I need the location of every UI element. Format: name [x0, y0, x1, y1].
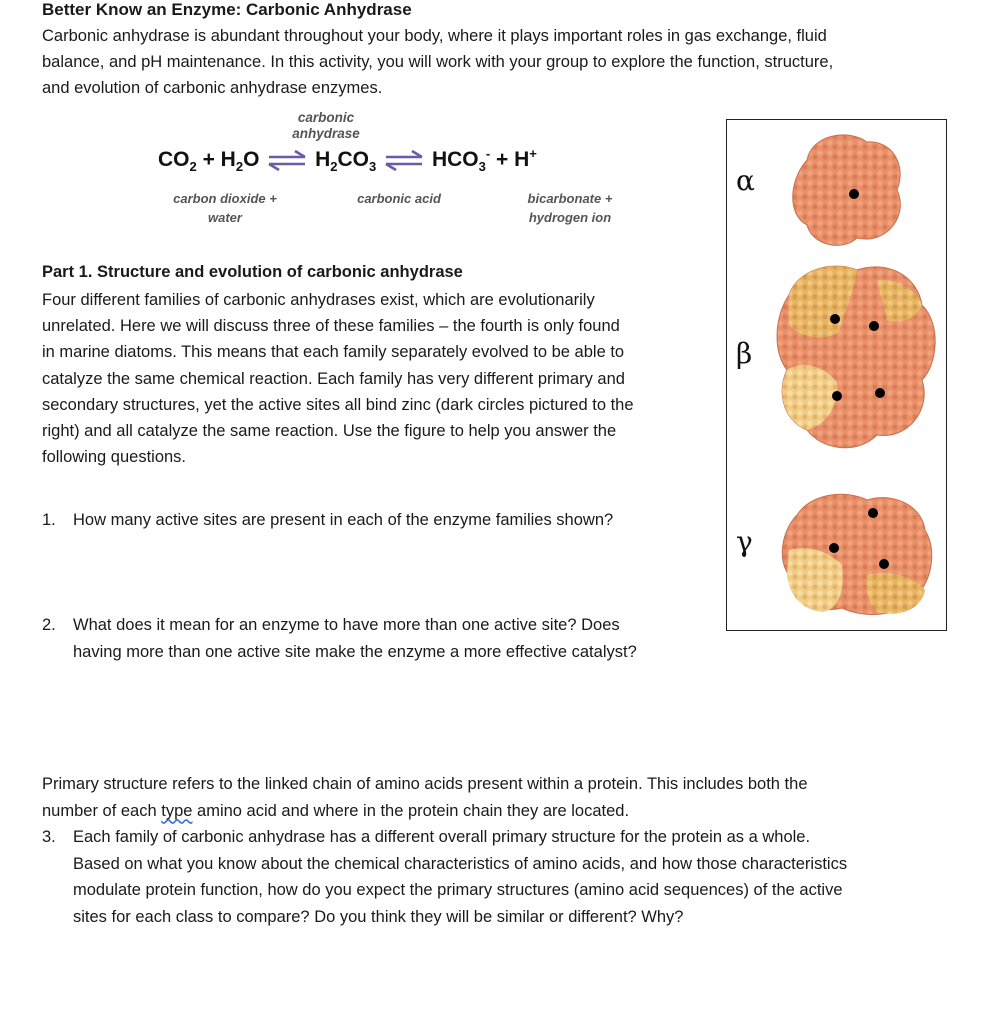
part1-line: Four different families of carbonic anhydrases exist, which are evolutionarily — [42, 291, 595, 309]
equilibrium-arrow-icon — [382, 149, 426, 171]
hco3-formula: $HCO_3^- + H^+$ — [431, 146, 537, 175]
reactants-label-line2: water — [208, 210, 242, 225]
enzyme-label-line1: carbonic — [297, 110, 355, 125]
intro-line: Carbonic anhydrase is abundant throughout your body, where it plays important roles in gas exchange, fluid — [42, 27, 827, 45]
primary-line: Primary structure refers to the linked chain of amino acids present within a protein. This includes both the — [42, 775, 808, 793]
part1-line: unrelated. Here we will discuss three of these families – the fourth is only found — [42, 317, 620, 336]
alpha-label: α — [736, 164, 755, 197]
intro-line: and evolution of carbonic anhydrase enzymes. — [42, 79, 383, 97]
protein-structures — [727, 120, 946, 630]
zinc-site — [875, 388, 885, 398]
reactants-label-line1: carbon dioxide + — [173, 191, 277, 206]
enzyme-label-line2: anhydrase — [292, 126, 360, 141]
question-line: Each family of carbonic anhydrase has a different overall primary structure for the protein as a whole. — [73, 828, 811, 846]
equilibrium-arrow-icon — [265, 149, 309, 171]
intro-line: balance, and pH maintenance. In this activity, you will work with your group to explore the function, structure, — [42, 53, 834, 71]
reactants-label — [152, 189, 298, 227]
question-line: Based on what you know about the chemical characteristics of amino acids, and how those characteristics — [73, 854, 848, 873]
enzyme-families-figure — [726, 119, 947, 631]
products-label-line1: bicarbonate + — [527, 191, 613, 206]
h2co3-formula: $H_2CO_3$ — [315, 148, 377, 175]
part1-line: in marine diatoms. This means that each family separately evolved to be able to — [42, 343, 625, 362]
co2-formula: $CO_2 + H_2O$ — [158, 148, 260, 175]
alpha-enzyme — [793, 135, 901, 245]
question-line: modulate protein function, how do you expect the primary structures (amino acid sequences) of the active — [73, 881, 843, 899]
products-label-line2: hydrogen ion — [528, 210, 612, 225]
question-line: having more than one active site make the enzyme a more effective catalyst? — [73, 642, 637, 661]
enzyme-label — [280, 110, 372, 142]
question-text — [73, 612, 637, 665]
zinc-site — [879, 559, 889, 569]
question-number: 3. — [42, 828, 56, 846]
spellcheck-word: type — [161, 801, 193, 820]
part1-paragraph — [42, 287, 712, 470]
gamma-label: γ — [736, 525, 753, 558]
question-text: How many active sites are present in each of the enzyme families shown? — [73, 511, 614, 529]
question-3 — [42, 824, 982, 930]
beta-label: β — [736, 337, 753, 370]
zinc-site — [868, 508, 878, 518]
part1-line: right) and all catalyze the same reaction. Use the figure to help you answer the — [42, 422, 617, 441]
gamma-enzyme — [782, 494, 931, 614]
beta-enzyme — [777, 266, 935, 448]
question-2 — [42, 612, 712, 668]
zinc-site — [832, 391, 842, 401]
part1-line: following questions. — [42, 448, 187, 467]
reaction-equation — [158, 146, 537, 174]
page-title: Better Know an Enzyme: Carbonic Anhydrase — [42, 0, 412, 19]
zinc-site — [869, 321, 879, 331]
intro-paragraph — [42, 23, 972, 101]
zinc-site — [849, 189, 859, 199]
zinc-site — [830, 314, 840, 324]
part1-line: secondary structures, yet the active sites all bind zinc (dark circles pictured to the — [42, 395, 634, 414]
primary-text: amino acid and where in the protein chain they are located. — [192, 801, 630, 820]
primary-structure-section — [42, 771, 982, 930]
primary-line — [42, 798, 982, 825]
question-line: sites for each class to compare? Do you think they will be similar or different? Why? — [73, 907, 684, 926]
zinc-site — [829, 543, 839, 553]
question-1 — [42, 507, 712, 535]
products-label — [505, 189, 635, 227]
primary-text: number of each — [42, 801, 162, 820]
part1-line: catalyze the same chemical reaction. Each family has very different primary and — [42, 369, 625, 388]
part1-heading: Part 1. Structure and evolution of carbonic anhydrase — [42, 263, 463, 281]
question-number: 2. — [42, 616, 56, 634]
question-line: What does it mean for an enzyme to have more than one active site? Does — [73, 616, 620, 634]
question-number: 1. — [42, 511, 56, 529]
intermediate-label: carbonic acid — [357, 191, 441, 206]
question-text — [73, 824, 847, 930]
